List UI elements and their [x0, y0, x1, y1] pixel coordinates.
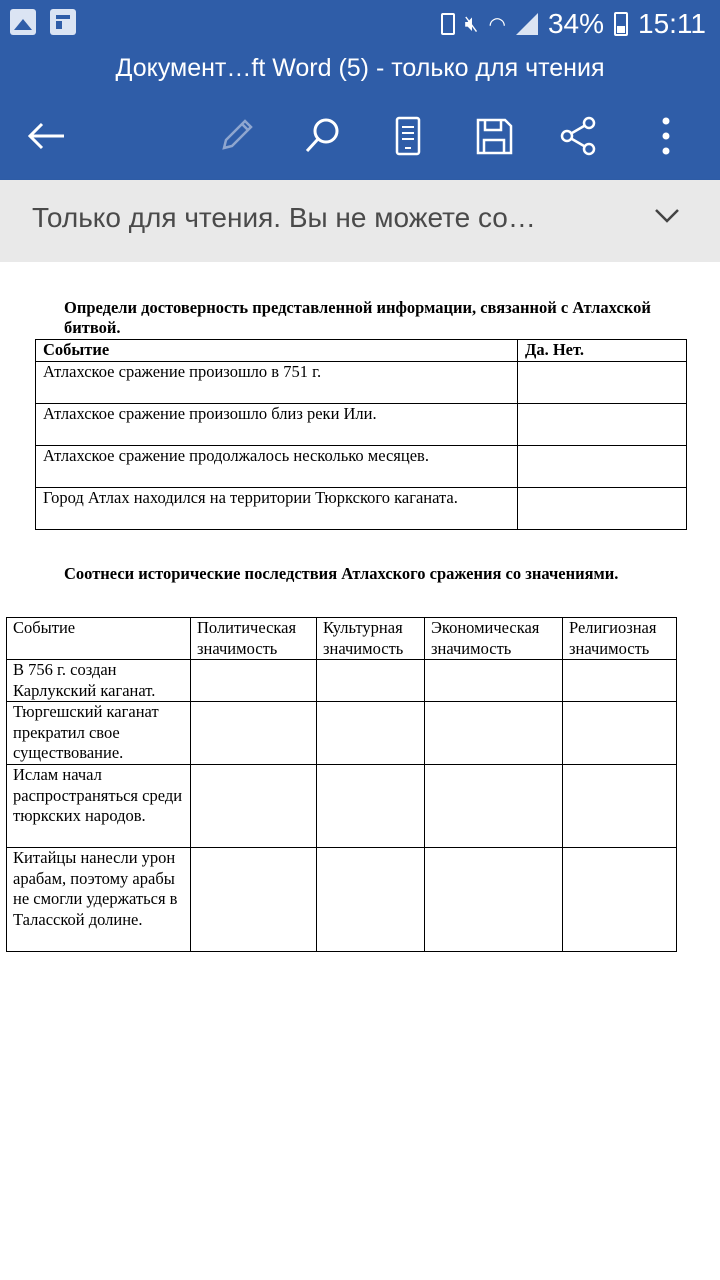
table-row	[36, 403, 687, 445]
event-cell: Ислам начал распространяться среди тюркских народов.	[7, 765, 191, 848]
read-only-message: Только для чтения. Вы не можете со…	[32, 202, 536, 233]
answer-cell	[191, 848, 317, 952]
back-arrow-icon	[26, 121, 66, 151]
answer-cell	[518, 361, 687, 403]
answer-cell	[425, 660, 563, 702]
statement-cell: Атлахское сражение продолжалось несколько месяцев.	[36, 445, 518, 487]
table-header-row	[36, 340, 687, 362]
header-political: Политическая значимость	[191, 618, 317, 660]
gallery-notification-icon	[10, 9, 36, 35]
answer-cell	[425, 765, 563, 848]
header-economic: Экономическая значимость	[425, 618, 563, 660]
pencil-icon	[216, 116, 256, 156]
event-cell: В 756 г. создан Карлукский каганат.	[7, 660, 191, 702]
signal-icon	[516, 13, 538, 35]
mobile-view-icon	[393, 116, 423, 156]
answer-cell	[563, 765, 677, 848]
more-vert-icon	[661, 116, 671, 156]
search-button[interactable]	[298, 112, 346, 160]
battery-percent: 34%	[547, 8, 604, 39]
document-page	[0, 262, 720, 1280]
statement-cell: Атлахское сражение произошло в 751 г.	[36, 361, 518, 403]
search-icon	[302, 116, 342, 156]
table-row	[7, 660, 677, 702]
document-title: Документ…ft Word (5) - только для чтения	[115, 54, 605, 82]
answer-cell	[563, 660, 677, 702]
header-event: Событие	[36, 340, 518, 362]
battery-icon	[614, 12, 628, 36]
table-header-row	[7, 618, 677, 660]
answer-cell	[563, 848, 677, 952]
share-button[interactable]	[555, 112, 603, 160]
header-yes-no: Да. Нет.	[518, 340, 687, 362]
table-row	[7, 765, 677, 848]
edit-button[interactable]	[212, 112, 260, 160]
answer-cell	[191, 702, 317, 765]
event-cell: Китайцы нанесли урон арабам, поэтому арабы не смогли удержаться в Таласской долине.	[7, 848, 191, 952]
answer-cell	[317, 765, 425, 848]
flipboard-notification-icon	[50, 9, 76, 35]
header-event: Событие	[7, 618, 191, 660]
answer-cell	[425, 702, 563, 765]
save-icon	[474, 116, 514, 156]
truth-table	[35, 339, 687, 530]
answer-cell	[518, 487, 687, 529]
more-options-button[interactable]	[642, 112, 690, 160]
table-row	[36, 361, 687, 403]
status-bar	[0, 0, 720, 48]
answer-cell	[518, 403, 687, 445]
battery-saver-icon	[441, 13, 455, 35]
table-row	[7, 702, 677, 765]
answer-cell	[563, 702, 677, 765]
answer-cell	[317, 660, 425, 702]
mute-icon: 🔇︎	[464, 11, 479, 36]
header-cultural: Культурная значимость	[317, 618, 425, 660]
table-row	[36, 445, 687, 487]
task1-heading: Определи достоверность представленной информации, связанной с Атлахской битвой.	[64, 298, 651, 337]
save-button[interactable]	[470, 112, 518, 160]
significance-table	[6, 617, 677, 952]
answer-cell	[317, 848, 425, 952]
back-button[interactable]	[22, 112, 70, 160]
mobile-view-button[interactable]	[384, 112, 432, 160]
share-icon	[559, 116, 599, 156]
answer-cell	[317, 702, 425, 765]
table-row	[7, 848, 677, 952]
answer-cell	[191, 765, 317, 848]
answer-cell	[191, 660, 317, 702]
task2-heading: Соотнеси исторические последствия Атлахского сражения со значениями.	[64, 564, 619, 583]
clock: 15:11	[638, 8, 706, 39]
read-only-banner[interactable]	[0, 180, 720, 262]
app-bar	[0, 48, 720, 180]
statement-cell: Атлахское сражение произошло близ реки Или.	[36, 403, 518, 445]
event-cell: Тюргешский каганат прекратил свое существование.	[7, 702, 191, 765]
header-religious: Религиозная значимость	[563, 618, 677, 660]
wifi-icon: ◠	[488, 13, 506, 36]
expand-chevron-icon[interactable]	[654, 208, 680, 228]
statement-cell: Город Атлах находился на территории Тюркского каганата.	[36, 487, 518, 529]
answer-cell	[425, 848, 563, 952]
answer-cell	[518, 445, 687, 487]
table-row	[36, 487, 687, 529]
